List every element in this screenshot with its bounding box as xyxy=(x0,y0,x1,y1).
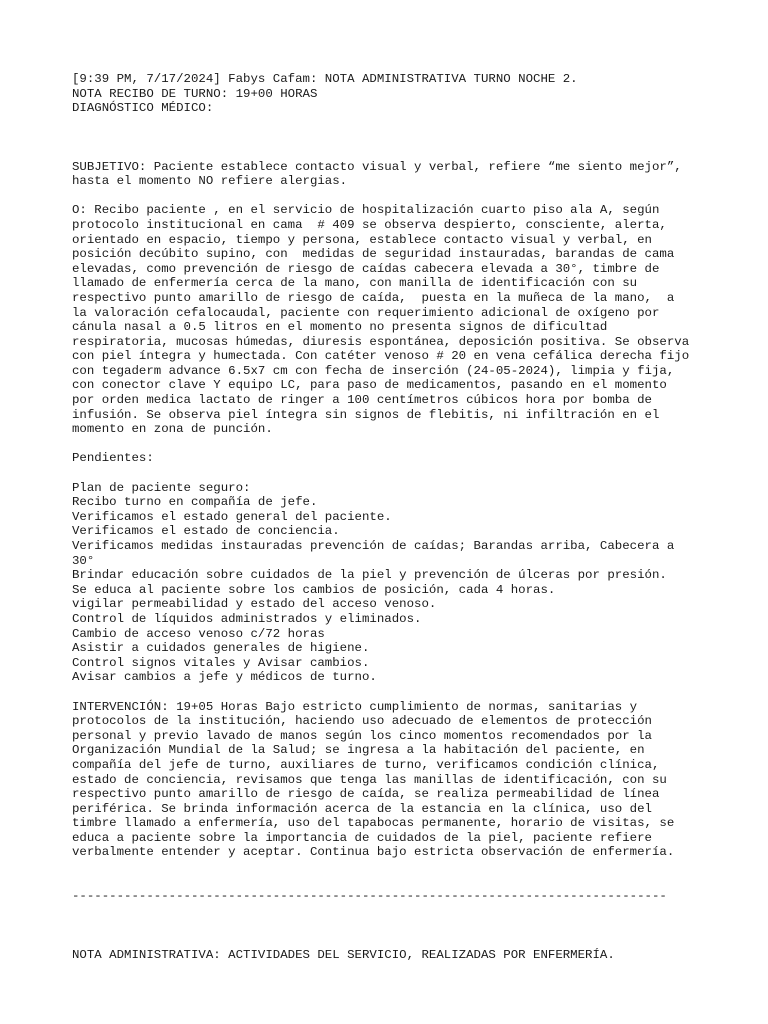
subjetivo-paragraph xyxy=(72,160,712,189)
paragraph-line: O: Recibo paciente , en el servicio de hospitalización cuarto piso ala A, según xyxy=(72,203,660,218)
list-item: Verificamos medidas instauradas prevención de caídas; Barandas arriba, Cabecera a xyxy=(72,539,675,553)
paragraph-line: protocolo institucional en cama # 409 se observa despierto, consciente, alerta, xyxy=(72,217,667,232)
document-page xyxy=(72,72,712,962)
paragraph-line: con tegaderm advance 6.5x7 cm con fecha de inserción (24-05-2024), limpia y fija, xyxy=(72,363,675,378)
header-line: NOTA RECIBO DE TURNO: 19+00 HORAS xyxy=(72,86,318,101)
paragraph-line: periférica. Se brinda información acerca de la estancia en la clínica, uso del xyxy=(72,801,652,816)
header-line: DIAGNÓSTICO MÉDICO: xyxy=(72,101,214,116)
list-item: Control de líquidos administrados y eliminados. xyxy=(72,611,422,626)
list-item: Avisar cambios a jefe y médicos de turno. xyxy=(72,670,377,685)
paragraph-line: educa a paciente sobre la importancia de cuidados de la piel, paciente refiere xyxy=(72,830,652,845)
header-line: [9:39 PM, 7/17/2024] Fabys Cafam: NOTA ADMINISTRATIVA TURNO NOCHE 2. xyxy=(72,72,578,86)
paragraph-line: protocolos de la institución, haciendo uso adecuado de elementos de protección xyxy=(72,714,652,729)
paragraph-line: con piel íntegra y humectada. Con catéter venoso # 20 en vena cefálica derecha fijo xyxy=(72,349,690,364)
list-item: Verificamos el estado general del paciente. xyxy=(72,509,392,524)
plan-list xyxy=(72,481,712,685)
list-item: Control signos vitales y Avisar cambios. xyxy=(72,655,370,670)
paragraph-line: INTERVENCIÓN: 19+05 Horas Bajo estricto cumplimiento de normas, sanitarias y xyxy=(72,699,638,714)
list-item: Verificamos el estado de conciencia. xyxy=(72,524,340,539)
paragraph-line: hasta el momento NO refiere alergias. xyxy=(72,174,348,189)
paragraph-line: orientado en espacio, tiempo y persona, establece contacto visual y verbal, en xyxy=(72,232,652,247)
paragraph-line: compañía del jefe de turno, auxiliares de turno, verificamos condición clínica, xyxy=(72,757,660,772)
list-item: Se educa al paciente sobre los cambios de posición, cada 4 horas. xyxy=(72,582,556,597)
paragraph-line: elevadas, como prevención de riesgo de caídas cabecera elevada a 30°, timbre de xyxy=(72,261,660,276)
list-item: vigilar permeabilidad y estado del acceso venoso. xyxy=(72,597,437,612)
paragraph-line: cánula nasal a 0.5 litros en el momento no presenta signos de dificultad xyxy=(72,320,608,335)
objetivo-paragraph xyxy=(72,203,712,437)
pendientes-label: Pendientes: xyxy=(72,451,154,466)
paragraph-line: con conector clave Y equipo LC, para paso de medicamentos, pasando en el momento xyxy=(72,378,667,393)
list-item: Plan de paciente seguro: xyxy=(72,480,251,495)
list-item: 30° xyxy=(72,553,95,568)
intervencion-paragraph xyxy=(72,700,712,861)
paragraph-line: verbalmente entender y aceptar. Continua bajo estricta observación de enfermería. xyxy=(72,845,675,860)
paragraph-line: llamado de enfermería cerca de la mano, con manilla de identificación con su xyxy=(72,276,638,291)
header-block xyxy=(72,72,712,116)
list-item: Cambio de acceso venoso c/72 horas xyxy=(72,626,325,641)
footer-title: NOTA ADMINISTRATIVA: ACTIVIDADES DEL SERVICIO, REALIZADAS POR ENFERMERÍA. xyxy=(72,947,615,962)
paragraph-line: respiratoria, mucosas húmedas, diuresis espontánea, deposición positiva. Se observa xyxy=(72,334,690,349)
paragraph-line: SUBJETIVO: Paciente establece contacto visual y verbal, refiere “me siento mejor”, xyxy=(72,159,682,174)
separator-line: -------------------------------------------------------------------------------- xyxy=(72,889,667,904)
paragraph-line: respectivo punto amarillo de riesgo de caída, se realiza permeabilidad de línea xyxy=(72,787,660,802)
paragraph-line: posición decúbito supino, con medidas de seguridad instauradas, barandas de cama xyxy=(72,247,675,262)
paragraph-line: momento en zona de punción. xyxy=(72,422,273,437)
paragraph-line: por orden medica lactato de ringer a 100 centímetros cúbicos hora por bomba de xyxy=(72,393,652,408)
paragraph-line: infusión. Se observa piel íntegra sin signos de flebitis, ni infiltración en el xyxy=(72,407,660,422)
paragraph-line: estado de conciencia, revisamos que tenga las manillas de identificación, con su xyxy=(72,772,667,787)
list-item: Recibo turno en compañía de jefe. xyxy=(72,495,318,510)
paragraph-line: personal y previo lavado de manos según los cinco momentos recomendados por la xyxy=(72,728,652,743)
list-item: Asistir a cuidados generales de higiene. xyxy=(72,641,370,656)
list-item: Brindar educación sobre cuidados de la piel y prevención de úlceras por presión. xyxy=(72,568,667,583)
paragraph-line: Organización Mundial de la Salud; se ingresa a la habitación del paciente, en xyxy=(72,743,645,758)
paragraph-line: timbre llamado a enfermería, uso del tapabocas permanente, horario de visitas, se xyxy=(72,816,675,831)
paragraph-line: respectivo punto amarillo de riesgo de caída, puesta en la muñeca de la mano, a xyxy=(72,290,675,305)
paragraph-line: la valoración cefalocaudal, paciente con requerimiento adicional de oxígeno por xyxy=(72,305,660,320)
